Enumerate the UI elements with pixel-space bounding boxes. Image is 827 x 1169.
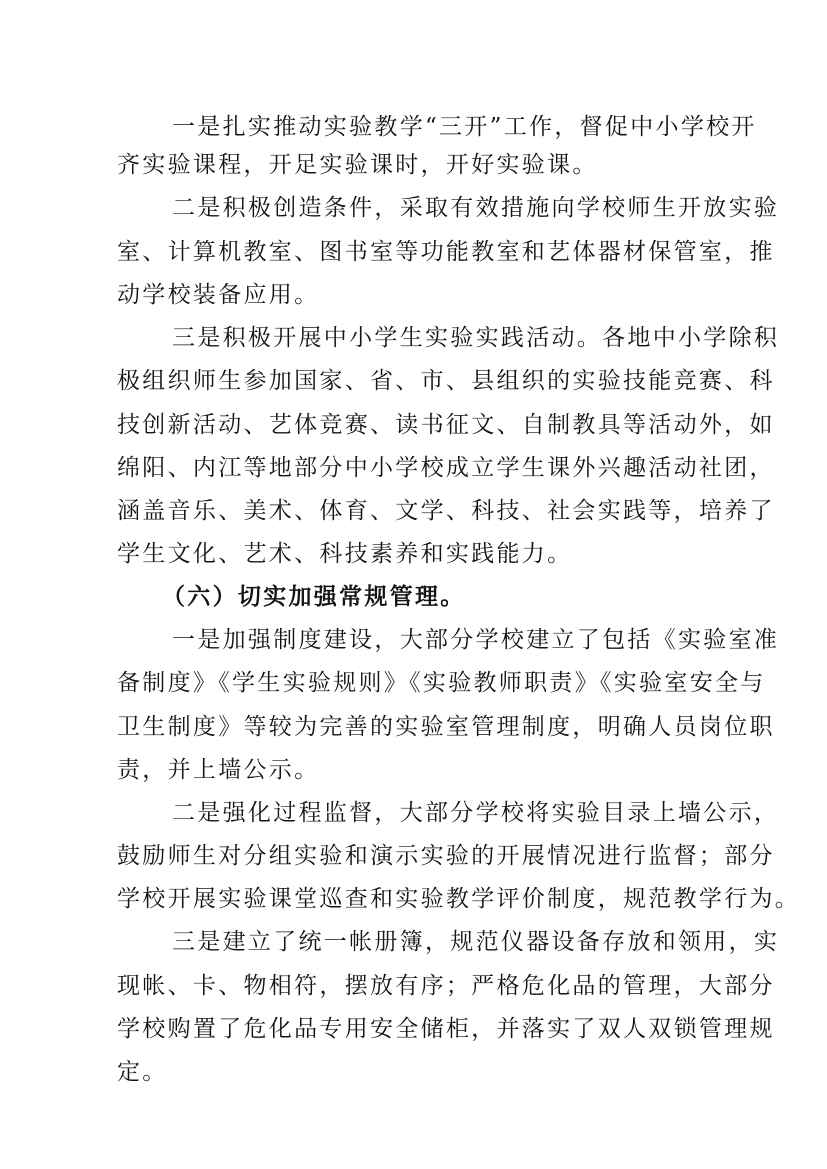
paragraph-3-line-2: 极组织师生参加国家、省、市、县组织的实验技能竞赛、科 [117, 368, 775, 394]
paragraph-7-line-1: 三是建立了统一帐册簿，规范仪器设备存放和领用，实 [172, 929, 780, 955]
paragraph-3-line-5: 涵盖音乐、美术、体育、文学、科技、社会实践等，培养了 [117, 498, 775, 524]
paragraph-3-line-4: 绵阳、内江等地部分中小学校成立学生课外兴趣活动社团， [117, 455, 775, 481]
paragraph-5-line-1: 一是加强制度建设，大部分学校建立了包括《实验室准 [172, 627, 780, 653]
paragraph-3-line-6: 学生文化、艺术、科技素养和实践能力。 [117, 541, 573, 567]
paragraph-6-line-1: 二是强化过程监督，大部分学校将实验目录上墙公示， [172, 800, 780, 826]
paragraph-5-line-3: 卫生制度》等较为完善的实验室管理制度，明确人员岗位职 [117, 714, 775, 740]
paragraph-2-line-1: 二是积极创造条件，采取有效措施向学校师生开放实验 [172, 195, 780, 221]
paragraph-2-line-3: 动学校装备应用。 [117, 282, 320, 308]
paragraph-5-line-2: 备制度》《学生实验规则》《实验教师职责》《实验室安全与 [117, 670, 766, 696]
paragraph-6-line-2: 鼓励师生对分组实验和演示实验的开展情况进行监督；部分 [117, 843, 775, 869]
paragraph-7-line-3: 学校购置了危化品专用安全储柜，并落实了双人双锁管理规 [117, 1016, 775, 1042]
paragraph-2-line-2: 室、计算机教室、图书室等功能教室和艺体器材保管室，推 [117, 239, 775, 265]
paragraph-1-line-2: 齐实验课程，开足实验课时，开好实验课。 [117, 152, 598, 178]
paragraph-1-line-1: 一是扎实推动实验教学“三开”工作，督促中小学校开 [172, 114, 757, 140]
paragraph-3-line-3: 技创新活动、艺体竞赛、读书征文、自制教具等活动外，如 [117, 412, 775, 438]
paragraph-3-line-1: 三是积极开展中小学生实验实践活动。各地中小学除积 [172, 325, 780, 351]
paragraph-7-line-4: 定。 [117, 1059, 168, 1085]
section-heading: （六）切实加强常规管理。 [162, 583, 466, 610]
paragraph-5-line-4: 责，并上墙公示。 [117, 757, 320, 783]
paragraph-7-line-2: 现帐、卡、物相符，摆放有序；严格危化品的管理，大部分 [117, 973, 775, 999]
paragraph-6-line-3: 学校开展实验课堂巡查和实验教学评价制度，规范教学行为。 [117, 886, 801, 912]
